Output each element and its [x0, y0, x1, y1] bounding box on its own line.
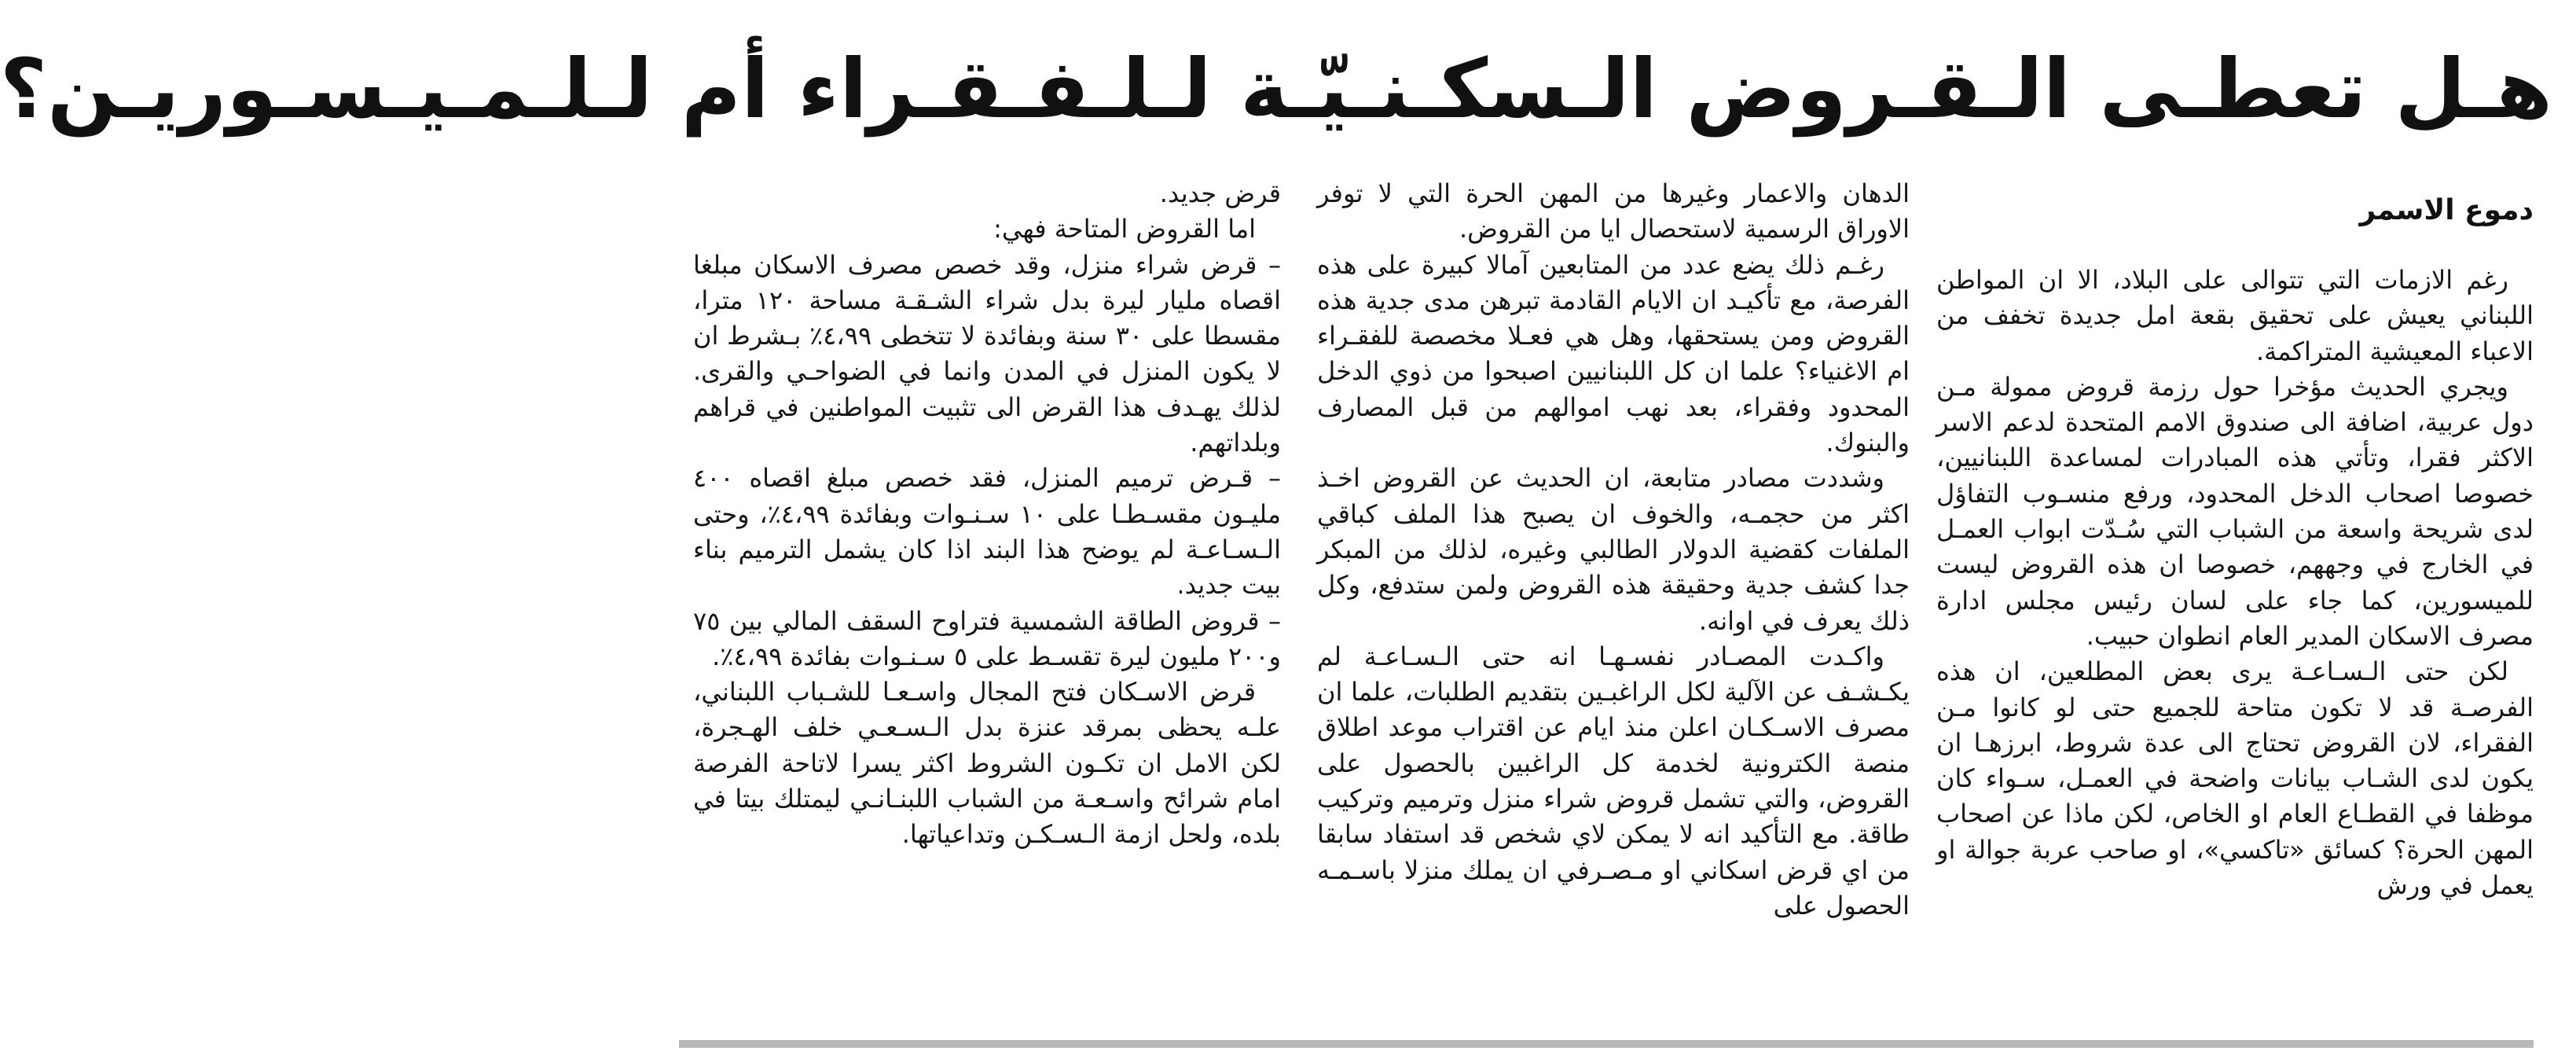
body-paragraph: قرض جديد.	[1159, 178, 1281, 208]
body-paragraph: قرض الاسـكان فتح المجال واسـعـا للشـباب اللبناني، علـه يحظى بمرقد عنزة بدل الـسـعـي خلف الهـجرة، لكن الامل ان تكـون الشروط اكثر يسرا لاتاحة الفرصة امام شرائح واسـعـة من الشباب اللبنـانـي ليمتلك بيتا في بلده، ولحل ازمة الـسـكـن وتداعياتها.	[693, 677, 1281, 850]
article-headline: هـل تعطـى الـقـروض الـسكـنـيّـة لـلـفـقـراء أم لـلـمـيـسـوريـن؟	[0, 41, 2552, 137]
body-paragraph: لكن حتى الـسـاعـة يرى بعض المطلعين، ان هذه الفرصـة قد لا تكون متاحة للجميع حتى لو كانوا مـن الفقراء، لان القروض تحتاج الى عدة شروط، ابرزهـا ان يكون لدى الشـاب بيانات واضحة في العمـل، سـواء كان موظفا في القطـاع العام او الخاص، لكن ماذا عن اصحاب المهن الحرة؟ كسائق «تاكسي»، او صاحب عربة جوالة او يعمل في ورش	[1936, 656, 2534, 901]
body-paragraph: – قرض شراء منزل، وقد خصص مصرف الاسكان مبلغا اقصاه مليار ليرة بدل شراء الشـقـة مساحة ١٢٠ مترا، مقسطا على ٣٠ سنة وبفائدة لا تتخطى ٤،٩٩٪ بـشرط ان لا يكون المنزل في المدن وانما في الضواحـي والقرى. لذلك يهـدف هذا القرض الى تثبيت المواطنين في قراهم وبلداتهم.	[693, 249, 1282, 458]
body-paragraph: ويجري الحديث مؤخرا حول رزمة قروض ممولة مـن دول عربية، اضافة الى صندوق الامم المتحدة لدعم الاسر الاكثر فقرا، وتأتي هذه المبادرات لمساعدة اللبنانيين، خصوصا اصحاب الدخل المحدود، ورفع منسـوب التفاؤل لدى شريحة واسعة من الشباب التي سُـدّت ابواب العمـل في الخارج في وجههم، خصوصا ان هذه القروض ليست للميسورين، كما جاء على لسان رئيس مجلس ادارة مصرف الاسكان المدير العام انطوان حبيب.	[1936, 371, 2534, 651]
body-paragraph: اما القروض المتاحة فهي:	[993, 214, 1256, 244]
article-column-1	[1936, 187, 2534, 1044]
article-column-2	[1317, 176, 1910, 1033]
body-paragraph: الدهان والاعمار وغيرها من المهن الحرة التي لا توفر الاوراق الرسمية لاستحصال ايا من القروض.	[1317, 178, 1910, 244]
article-column-3	[693, 176, 1281, 1033]
bottom-divider	[679, 1040, 2534, 1048]
body-paragraph: رغم الازمات التي تتوالى على البلاد، الا ان المواطن اللبناني يعيش على تحقيق بقعة امل جديدة تخفف من الاعباء المعيشية المتراكمة.	[1936, 265, 2534, 366]
body-paragraph: واكـدت المصـادر نفسـهـا انه حتى الـسـاعـة لم يكـشـف عن الآلية لكل الراغبـين بتقديم الطلبات، علما ان مصرف الاسـكـان اعلن منذ ايام عن اقتراب موعد اطلاق منصة الكترونية لخدمة كل الراغبين بالحصول على القروض، والتي تشمل قروض شراء منزل وترميم وتركيب طاقة. مع التأكيد انه لا يمكن لاي شخص قد استفاد سابقا من اي قرض اسكاني او مـصـرفي ان يملك منزلا باسـمـه الحصول على	[1317, 641, 1910, 921]
body-paragraph: وشددت مصادر متابعة، ان الحديث عن القروض اخـذ اكثر من حجمـه، والخوف ان يصبح هذا الملف كباقي الملفات كقضية الدولار الطالبي وغيره، لذلك من المبكر جدا كشف جدية وحقيقة هذه القروض ولمن ستدفع، وكل ذلك يعرف في اوانه.	[1317, 463, 1910, 636]
body-paragraph: رغـم ذلك يضع عدد من المتابعين آمالا كبيرة على هذه الفرصة، مع تأكيـد ان الايام القادمة تبرهن مدى جدية هذه القروض ومن يستحقها، وهل هي فعـلا مخصصة للفقـراء ام الاغنياء؟ علما ان كل اللبنانيين اصبحوا من ذوي الدخل المحدود وفقراء، بعد نهب اموالهم من قبل المصارف والبنوك.	[1317, 249, 1910, 458]
author-byline: دموع الاسمر	[2359, 194, 2534, 226]
body-paragraph: – قـرض ترميم المنزل، فقد خصص مبلغ اقصاه ٤٠٠ مليـون مقسـطـا على ١٠ سـنـوات وبفائدة ٤،٩٩٪، وحتى الـسـاعـة لم يوضح هذا البند اذا كان يشمل الترميم بناء بيت جديد.	[693, 463, 1282, 601]
body-paragraph: – قروض الطاقة الشمسية فتراوح السقف المالي بين ٧٥ و٢٠٠ مليون ليرة تقسـط على ٥ سـنـوات بفائدة ٤،٩٩٪.	[693, 605, 1281, 671]
